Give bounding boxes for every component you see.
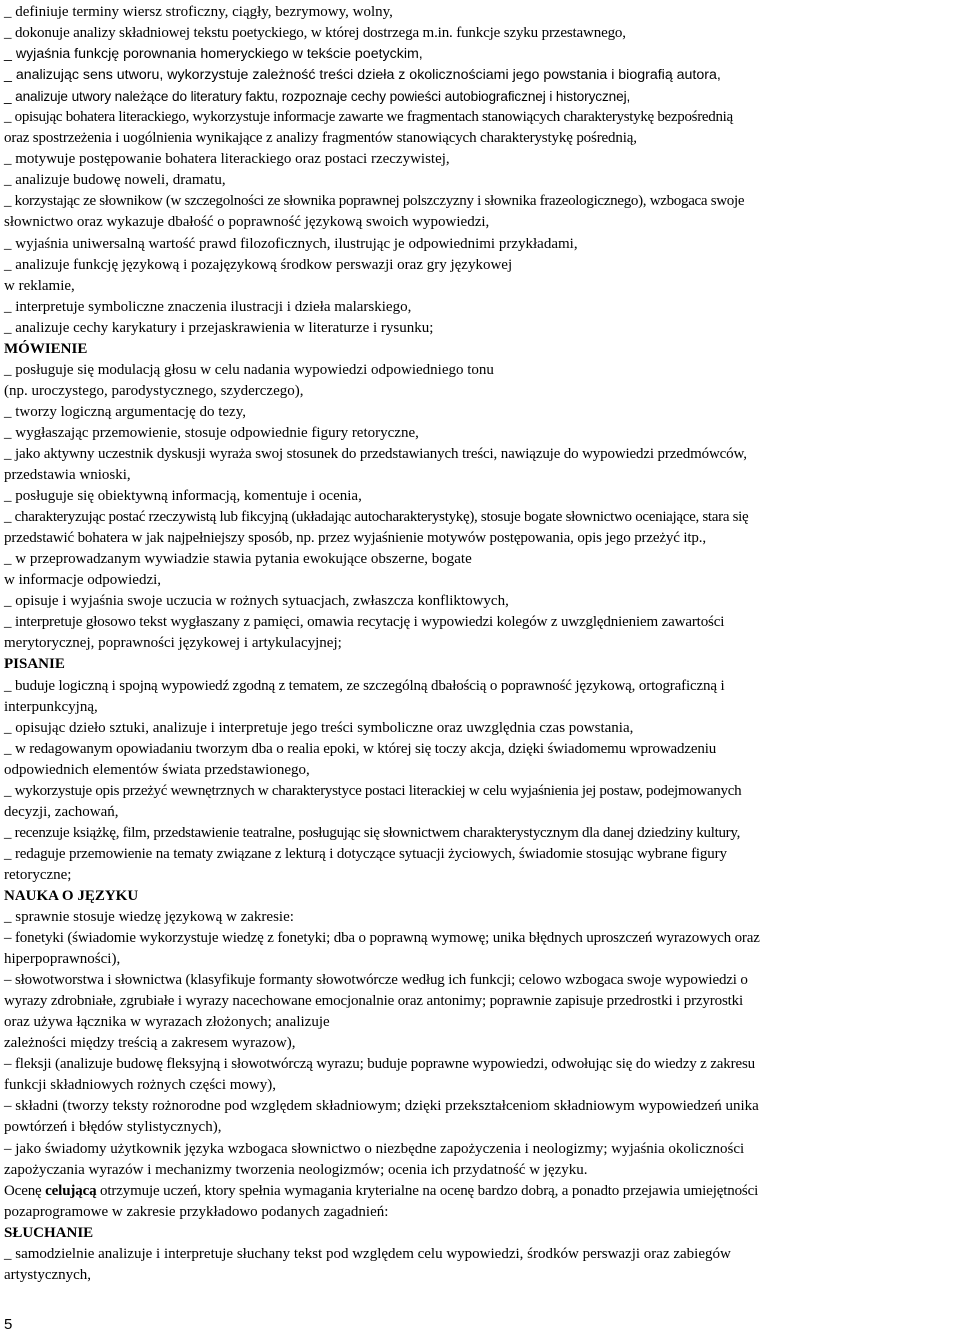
- text-line: hiperpoprawności),: [4, 951, 121, 968]
- page-number: 5: [4, 1316, 13, 1333]
- text-line: _ w redagowanym opowiadaniu tworzym dba o realia epoki, w której się toczy akcja, dzięki świadomemu wprowadzeniu: [4, 740, 717, 757]
- text-line: zapożyczania wyrazów i mechanizmy tworzenia neologizmów; ocenia ich przydatność w języku.: [4, 1161, 588, 1178]
- text-line: _ motywuje postępowanie bohatera literackiego oraz postaci rzeczywistej,: [4, 151, 450, 168]
- text-line: oraz spostrzeżenia i uogólnienia wynikające z analizy fragmentów stanowiących charakterystykę pośrednią,: [4, 130, 637, 147]
- text-line: _ wyjaśnia uniwersalną wartość prawd filozoficznych, ilustrując je odpowiednimi przykładami,: [4, 235, 578, 252]
- document-page: [4, 2, 956, 1286]
- section-heading-mowienie: MÓWIENIE: [4, 340, 88, 357]
- text-line: _ w przeprowadzanym wywiadzie stawia pytania ewokujące obszerne, bogate: [4, 551, 472, 568]
- text-line: wyrazy zdrobniałe, zgrubiałe i wyrazy nacechowane emocjonalnie oraz antonimy; poprawnie zapisuje przedrostki i przyrostki: [4, 993, 744, 1010]
- grade-line-bold: celującą: [45, 1182, 97, 1199]
- text-line: merytorycznej, poprawności językowej i artykulacyjnej;: [4, 635, 342, 652]
- text-line: _ wyjaśnia funkcję porownania homeryckiego w tekście poetyckim,: [4, 46, 423, 63]
- text-line: odpowiednich elementów świata przedstawionego,: [4, 761, 310, 778]
- text-line: _ tworzy logiczną argumentację do tezy,: [4, 403, 246, 420]
- text-line: _ redaguje przemowienie na tematy związane z lekturą i dotyczące sytuacji życiowych, świadomie stosując wybrane figury: [4, 845, 727, 862]
- text-line: _ opisując dzieło sztuki, analizuje i interpretuje jego treści symboliczne oraz uwzględnia czas powstania,: [4, 719, 634, 736]
- text-line: (np. uroczystego, parodystycznego, szyderczego),: [4, 382, 304, 399]
- section-heading-nauka-o-jezyku: NAUKA O JĘZYKU: [4, 887, 139, 904]
- text-line: _ posługuje się obiektywną informacją, komentuje i ocenia,: [4, 488, 362, 505]
- text-line: – składni (tworzy teksty rożnorodne pod względem składniowym; dzięki przekształceniom składniowym wypowiedzeń unika: [4, 1098, 759, 1115]
- text-line: powtórzeń i błędów stylistycznych),: [4, 1119, 222, 1136]
- text-line: _ wygłaszając przemowienie, stosuje odpowiednie figury retoryczne,: [4, 424, 419, 441]
- grade-line: [4, 1181, 956, 1202]
- text-line: w informacje odpowiedzi,: [4, 572, 162, 589]
- text-line: funkcji składniowych rożnych części mowy),: [4, 1077, 276, 1094]
- grade-line-after: otrzymuje uczeń, ktory spełnia wymagania kryterialne na ocenę bardzo dobrą, a ponadto przejawia umiejętności: [96, 1182, 759, 1199]
- text-line: _ analizuje funkcję językową i pozajęzykową środkow perswazji oraz gry językowej: [4, 256, 513, 273]
- text-line: oraz używa łącznika w wyrazach złożonych; analizuje: [4, 1014, 330, 1031]
- text-line: decyzji, zachowań,: [4, 803, 119, 820]
- text-line: artystycznych,: [4, 1266, 92, 1283]
- text-line: _ buduje logiczną i spojną wypowiedź zgodną z tematem, ze szczególną dbałością o poprawność językową, ortograficzną i: [4, 677, 725, 694]
- grade-line-before: Ocenę: [4, 1182, 46, 1199]
- text-line: przedstawić bohatera w jak najpełniejszy sposób, np. przez wyjaśnienie motywów postępowania, opis jego przeżyć itp.,: [4, 530, 706, 547]
- text-line: retoryczne;: [4, 866, 72, 883]
- text-line: interpunkcyjną,: [4, 698, 98, 715]
- text-line: _ korzystając ze słownikow (w szczegolności ze słownika poprawnej polszczyzny i słownika frazeologicznego), wzbogaca swoje: [4, 193, 745, 210]
- text-line: _ wykorzystuje opis przeżyć wewnętrznych w charakterystyce postaci literackiej w celu wyjaśnienia jej postaw, podejmowanych: [4, 782, 742, 799]
- text-line: zależności między treścią a zakresem wyrazow),: [4, 1035, 296, 1052]
- text-line: pozaprogramowe w zakresie przykładowo podanych zagadnień:: [4, 1203, 389, 1220]
- text-line: _ interpretuje głosowo tekst wygłaszany z pamięci, omawia recytację i wypowiedzi kolegów z uwzględnieniem zawartości: [4, 614, 725, 631]
- text-line: – jako świadomy użytkownik języka wzbogaca słownictwo o niezbędne zapożyczenia i neologizmy; wyjaśnia okoliczności: [4, 1140, 745, 1157]
- text-line: _ charakteryzując postać rzeczywistą lub fikcyjną (układając autocharakterystykę), stosuje bogate słownictwo oceniające, stara się: [4, 509, 749, 526]
- text-line: _ dokonuje analizy składniowej tekstu poetyckiego, w której dostrzega m.in. funkcje szyku przestawnego,: [4, 25, 626, 42]
- section-heading-sluchanie: SŁUCHANIE: [4, 1224, 94, 1241]
- text-line: _ jako aktywny uczestnik dyskusji wyraża swoj stosunek do przedstawianych treści, nawiązuje do wypowiedzi przedmówców,: [4, 445, 747, 462]
- text-line: słownictwo oraz wykazuje dbałość o poprawność językową swoich wypowiedzi,: [4, 214, 490, 231]
- text-line: _ interpretuje symboliczne znaczenia ilustracji i dzieła malarskiego,: [4, 298, 412, 315]
- text-line: _ posługuje się modulacją głosu w celu nadania wypowiedzi odpowiedniego tonu: [4, 361, 494, 378]
- text-line: – fonetyki (świadomie wykorzystuje wiedzę z fonetyki; dba o poprawną wymowę; unika błędnych uproszczeń wyrazowych oraz: [4, 930, 760, 947]
- text-line: _ analizuje utwory należące do literatury faktu, rozpoznaje cechy powieści autobiograficznej i historycznej,: [4, 89, 631, 105]
- text-line: _ sprawnie stosuje wiedzę językową w zakresie:: [4, 909, 294, 926]
- text-line: _ samodzielnie analizuje i interpretuje słuchany tekst pod względem celu wypowiedzi, środków perswazji oraz zabiegów: [4, 1245, 731, 1262]
- text-line: przedstawia wnioski,: [4, 467, 131, 484]
- text-line: _ analizując sens utworu, wykorzystuje zależność treści dzieła z okolicznościami jego powstania i biografią autora,: [4, 67, 721, 84]
- text-line: _ analizuje cechy karykatury i przejaskrawienia w literaturze i rysunku;: [4, 319, 434, 336]
- section-heading-pisanie: PISANIE: [4, 656, 65, 673]
- text-line: w reklamie,: [4, 277, 75, 294]
- text-line: _ recenzuje książkę, film, przedstawienie teatralne, posługując się słownictwem charakterystycznym dla danej dziedziny kultury,: [4, 824, 741, 841]
- text-line: _ analizuje budowę noweli, dramatu,: [4, 172, 226, 189]
- text-line: _ definiuje terminy wiersz stroficzny, ciągły, bezrymowy, wolny,: [4, 4, 393, 20]
- text-line: _ opisując bohatera literackiego, wykorzystuje informacje zawarte we fragmentach stanowiących charakterystykę bezpośrednią: [4, 109, 733, 126]
- text-line: – fleksji (analizuje budowę fleksyjną i słowotwórczą wyrazu; buduje poprawne wypowiedzi, odwołując się do wiedzy z zakresu: [4, 1056, 756, 1073]
- text-line: _ opisuje i wyjaśnia swoje uczucia w rożnych sytuacjach, zwłaszcza konfliktowych,: [4, 593, 509, 610]
- text-line: – słowotworstwa i słownictwa (klasyfikuje formanty słowotwórcze według ich funkcji; celowo wzbogaca swoje wypowiedzi o: [4, 972, 748, 989]
